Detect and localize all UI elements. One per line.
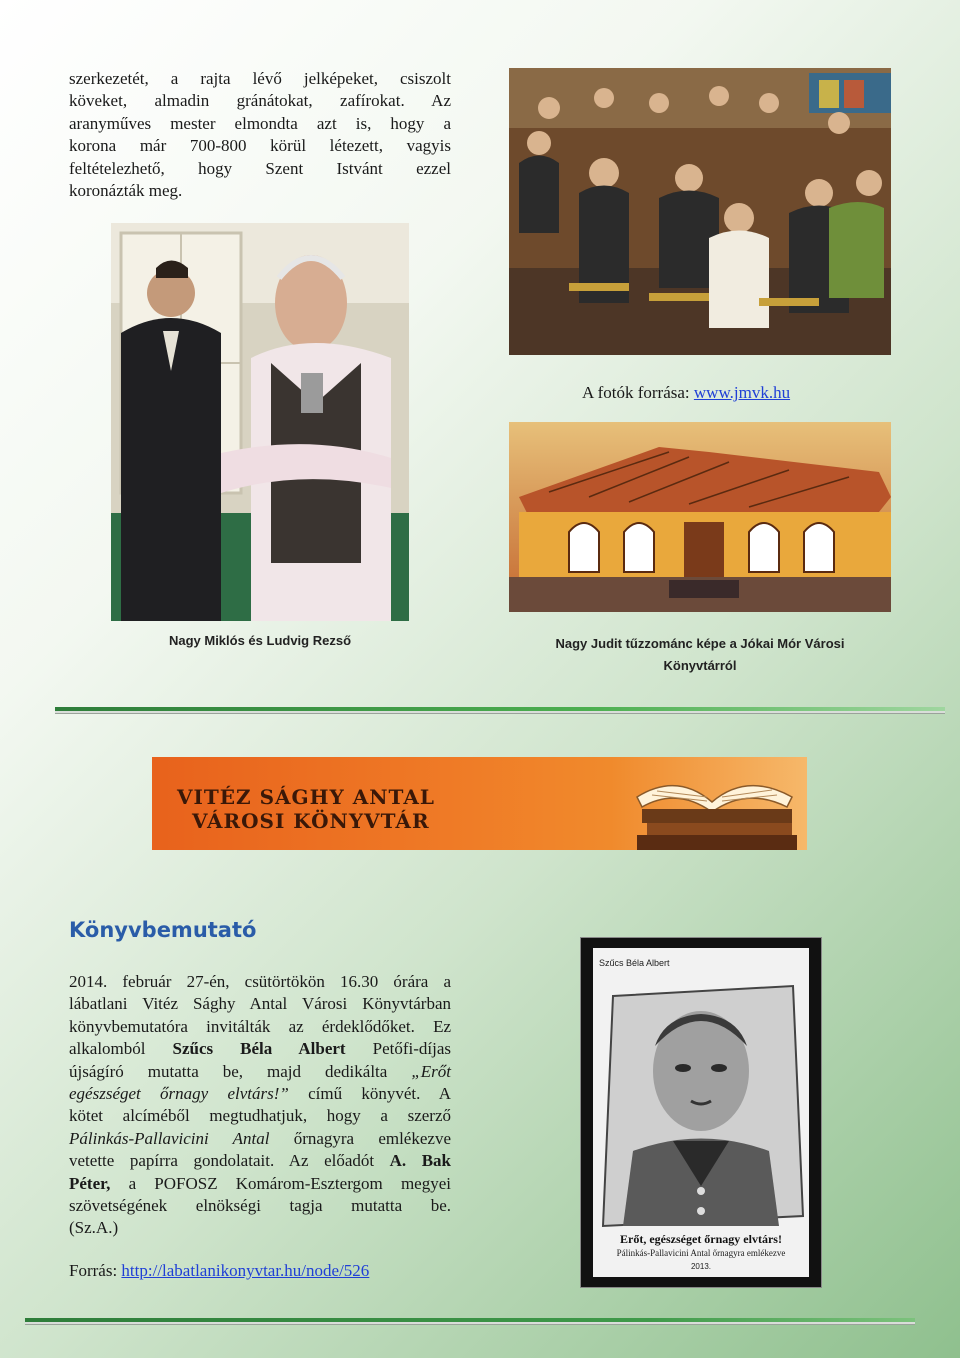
intro-line: korona már 700-800 körül létezett, vagyis: [69, 136, 451, 156]
article-line: (Sz.A.): [69, 1218, 119, 1238]
enamel-painting-photo: [509, 422, 891, 612]
author-name: Szűcs Béla Albert: [172, 1039, 346, 1059]
article-line: [69, 1038, 451, 1060]
presenter-name: Péter,: [69, 1173, 111, 1193]
book-cover-inner: [593, 948, 809, 1277]
open-book-icon: [607, 757, 807, 850]
book-title-part: egészséget őrnagy elvtárs!”: [69, 1084, 289, 1104]
footer-divider: [25, 1318, 915, 1325]
library-banner: [152, 757, 807, 850]
banner-title-line-2: VÁROSI KÖNYVTÁR: [192, 809, 430, 833]
subject-name: Pálinkás-Pallavicini Antal: [69, 1128, 270, 1148]
article-line: [69, 1061, 451, 1083]
intro-line: feltételezhető, hogy Szent Istvánt ezzel: [69, 158, 451, 178]
article-line: [69, 1173, 451, 1195]
book-title: Erőt, egészséget őrnagy elvtárs!: [620, 1232, 782, 1246]
intro-paragraph: [69, 68, 451, 202]
banner-title-line-1: VITÉZ SÁGHY ANTAL: [177, 785, 435, 809]
article-heading: Könyvbemutató: [69, 918, 257, 942]
book-cover: [580, 937, 822, 1288]
intro-line: köveket, almadin gránátokat, zafírokat. Az: [69, 91, 451, 111]
book-author: Szűcs Béla Albert: [599, 958, 670, 968]
book-title-part: „Erőt: [411, 1061, 451, 1081]
text: című könyvét. A: [288, 1084, 451, 1104]
article-line: szövetségének elnökségi tagja mutatta be.: [69, 1196, 451, 1216]
article-line: [69, 1083, 451, 1105]
text: alkalomból: [69, 1039, 173, 1059]
photo-source-label: A fotók forrása:: [582, 383, 694, 402]
caption-enamel-painting: [509, 633, 891, 677]
book-subtitle: Pálinkás-Pallavicini Antal őrnagyra emlékezve: [616, 1248, 786, 1258]
source-link[interactable]: http://labatlanikonyvtar.hu/node/526: [121, 1261, 370, 1280]
photo-source: [582, 383, 790, 403]
presenter-name: A. Bak: [389, 1151, 451, 1171]
article-source: [69, 1261, 369, 1281]
text: vetette papírra gondolatait. Az előadót: [69, 1151, 390, 1171]
book-year: 2013.: [690, 1262, 712, 1271]
caption-enamel-line: Nagy Judit tűzzománc képe a Jókai Mór Városi: [555, 636, 845, 651]
photo-source-link[interactable]: www.jmvk.hu: [693, 383, 791, 402]
divider-line: [55, 711, 945, 714]
article-line: könyvbemutatóra invitálták az érdeklődőket. Ez: [69, 1016, 451, 1036]
portrait-image: [593, 976, 809, 1236]
intro-line: koronázták meg.: [69, 181, 183, 201]
text: őrnagyra emlékezve: [269, 1128, 451, 1148]
article-line: lábatlani Vitéz Sághy Antal Városi Könyvtárban: [69, 994, 451, 1014]
article-line: kötet alcíméből megtudhatjuk, hogy a szerző: [69, 1106, 451, 1126]
article-line: 2014. február 27-én, csütörtökön 16.30 órára a: [69, 972, 451, 991]
caption-two-men: Nagy Miklós és Ludvig Rezső: [168, 633, 352, 648]
intro-line: aranyműves mester elmondta azt is, hogy a: [69, 113, 451, 133]
section-divider: [55, 707, 945, 714]
article-line: [69, 1128, 451, 1150]
text: újságíró mutatta be, majd dedikálta: [69, 1061, 412, 1081]
text: Petőfi-díjas: [345, 1039, 451, 1059]
audience-photo: [509, 68, 891, 355]
text: a POFOSZ Komárom-Esztergom megyei: [110, 1173, 451, 1193]
two-men-photo: [111, 223, 409, 621]
caption-enamel-line: Könyvtárról: [663, 658, 737, 673]
intro-line: szerkezetét, a rajta lévő jelképeket, csiszolt: [69, 69, 451, 88]
divider-line: [25, 1322, 915, 1325]
source-label: Forrás:: [69, 1261, 122, 1280]
article-paragraph: [69, 971, 451, 1240]
article-line: [69, 1150, 451, 1172]
